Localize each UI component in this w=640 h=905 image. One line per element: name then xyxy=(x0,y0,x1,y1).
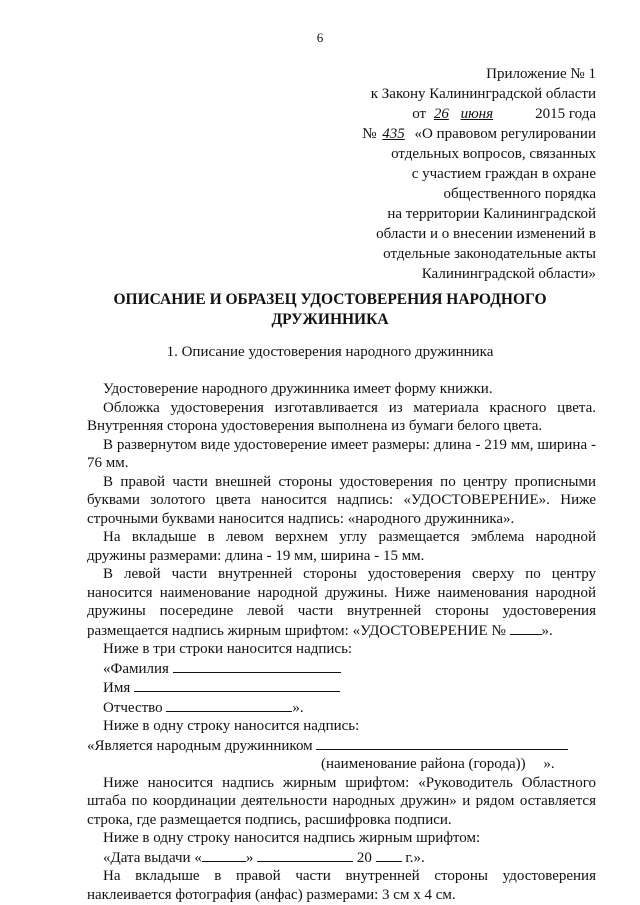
paragraph: Ниже наносится надпись жирным шрифтом: «Руководитель Областного штаба по координации деятельности народных дружин» и рядом оставляется строка, где размещается подпись, расшифровка подписи. xyxy=(87,774,596,828)
blank-field xyxy=(316,736,568,750)
date-day: 26 xyxy=(433,106,449,122)
form-line-member-note xyxy=(87,755,596,774)
number-prefix: № xyxy=(362,126,377,142)
form-line-member xyxy=(87,736,596,756)
appendix-law-ref: к Закону Калининградской области xyxy=(370,86,596,102)
section-heading: 1. Описание удостоверения народного дружинника xyxy=(166,344,494,360)
law-title-line: общественного порядка xyxy=(443,186,596,202)
paragraph: Ниже в одну строку наносится надпись: xyxy=(103,718,360,734)
patronymic-end: ». xyxy=(292,699,304,716)
paragraph: Ниже в одну строку наносится надпись жирным шрифтом: xyxy=(103,830,481,846)
document-body xyxy=(87,380,596,904)
date-month: июня xyxy=(460,106,494,122)
form-line-issue-date xyxy=(87,848,596,868)
issue-end: г.». xyxy=(405,849,425,866)
member-note: (наименование района (города)) xyxy=(321,756,526,772)
law-title-line: на территории Калининградской xyxy=(387,206,596,222)
issue-label: «Дата выдачи « xyxy=(103,849,202,866)
blank-field xyxy=(257,848,353,862)
name-label: Имя xyxy=(103,680,131,696)
blank-field xyxy=(166,698,292,712)
paragraph-end: ». xyxy=(541,622,553,639)
paragraph-text: В левой части внутренней стороны удостоверения сверху по центру наносится наименование народной дружины. Ниже наименования народной дружины посередине левой части внутренней стороны удостоверения размещается надпись жирным шрифтом: «УДОСТОВЕРЕНИЕ № xyxy=(87,566,596,639)
issue-mid: » xyxy=(245,849,254,866)
law-number: 435 xyxy=(382,126,405,142)
member-label: «Является народным дружинником xyxy=(87,737,313,754)
appendix-law-number-line xyxy=(362,124,596,144)
law-title-line: отдельных вопросов, связанных xyxy=(391,146,596,162)
paragraph: На вкладыше в правой части внутренней стороны удостоверения наклеивается фотография (анфас) размерами: 3 см х 4 см. xyxy=(87,868,596,903)
appendix-title: Приложение № 1 xyxy=(486,66,596,82)
form-line-name xyxy=(87,678,596,698)
blank-field xyxy=(202,848,246,862)
patronymic-label: Отчество xyxy=(103,699,163,716)
document-title xyxy=(60,290,600,330)
member-end: ». xyxy=(543,756,555,772)
blank-field xyxy=(510,621,542,635)
title-line-2: ДРУЖИННИКА xyxy=(271,311,389,328)
paragraph xyxy=(87,565,596,640)
issue-year: 20 xyxy=(356,849,372,866)
surname-label: «Фамилия xyxy=(103,660,169,677)
date-year: 2015 года xyxy=(535,106,596,122)
law-title-line: с участием граждан в охране xyxy=(411,166,596,182)
date-prefix: от xyxy=(412,106,427,122)
title-line-1: ОПИСАНИЕ И ОБРАЗЕЦ УДОСТОВЕРЕНИЯ НАРОДНОГО xyxy=(113,291,547,308)
law-title-line: Калининградской области» xyxy=(421,266,596,282)
blank-field xyxy=(376,848,402,862)
form-line-surname xyxy=(87,659,596,679)
law-title-line: области и о внесении изменений в xyxy=(376,226,596,242)
appendix-block xyxy=(362,64,596,284)
blank-field xyxy=(173,659,341,673)
paragraph: Обложка удостоверения изготавливается из материала красного цвета. Внутренняя сторона удостоверения выполнена из бумаги белого цвета. xyxy=(87,399,596,434)
paragraph: Ниже в три строки наносится надпись: xyxy=(103,641,353,657)
page-number: 6 xyxy=(316,30,324,45)
blank-field xyxy=(134,678,340,692)
paragraph: Удостоверение народного дружинника имеет форму книжки. xyxy=(103,381,493,397)
appendix-date xyxy=(362,104,596,124)
law-title-line: отдельные законодательные акты xyxy=(383,246,596,262)
paragraph: На вкладыше в левом верхнем углу размещается эмблема народной дружины размерами: длина - 19 мм, ширина - 15 мм. xyxy=(87,529,596,564)
paragraph: В развернутом виде удостоверение имеет размеры: длина - 219 мм, ширина - 76 мм. xyxy=(87,436,596,471)
law-title-line: «О правовом регулировании xyxy=(414,126,596,142)
form-line-patronymic xyxy=(87,698,596,718)
paragraph: В правой части внешней стороны удостоверения по центру прописными буквами золотого цвета наносится надпись: «УДОСТОВЕРЕНИЕ». Ниже строчными буквами наносится надпись: «народного дружинника». xyxy=(87,473,596,527)
